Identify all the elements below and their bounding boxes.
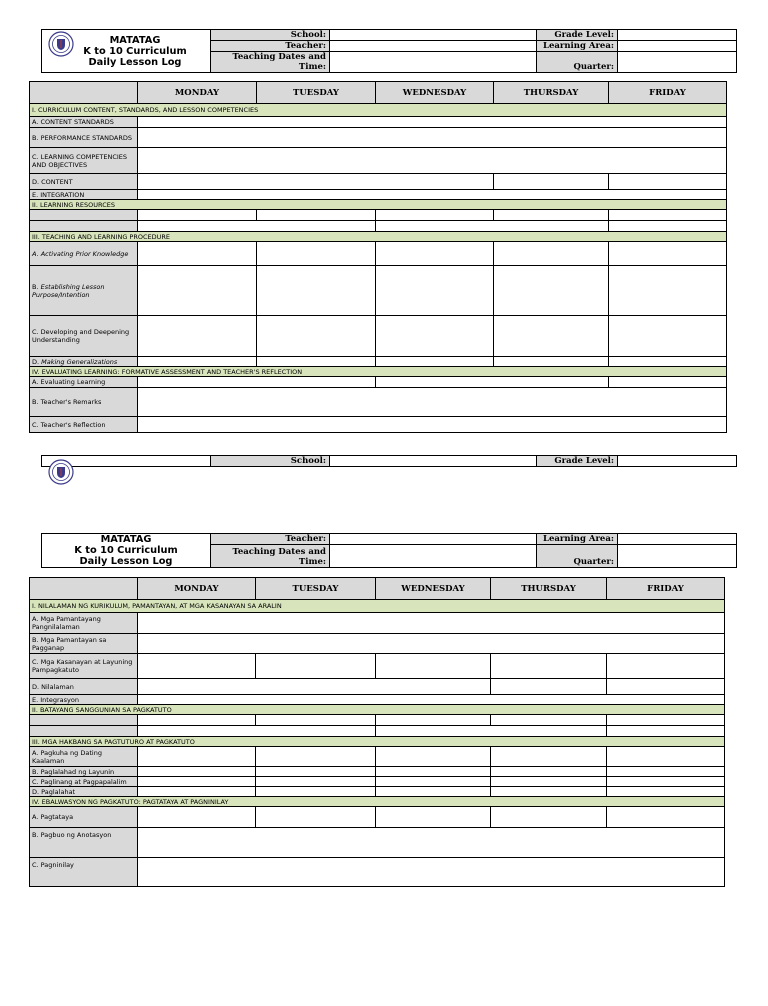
cell-f-a[interactable] — [138, 613, 725, 634]
cell-content-standards[interactable] — [138, 117, 727, 128]
row-label-kasanayan: C. Mga Kasanayan at Layuning Pampagkatuto — [30, 654, 138, 679]
row-label-activating-prior-knowledge: A. Activating Prior Knowledge — [30, 242, 138, 266]
cell-p3-thu[interactable] — [494, 316, 609, 357]
grade-field[interactable] — [618, 30, 737, 41]
cell-res-1-fri[interactable] — [609, 210, 727, 221]
section-teaching-procedure: III. TEACHING AND LEARNING PROCEDURE — [30, 232, 727, 242]
row-label-pagkuha-dating-kaalaman: A. Pagkuha ng Dating Kaalaman — [30, 747, 138, 767]
cell-res-1-wed[interactable] — [376, 210, 494, 221]
lesson-log-table-english — [29, 81, 727, 433]
cell-teachers-remarks[interactable] — [138, 388, 727, 417]
row-label-making-generalizations: D. Making Generalizations — [30, 357, 138, 367]
row-label-pamantayang-pangnilalaman: A. Mga Pamantayang Pangnilalaman — [30, 613, 138, 634]
cell-v1-c[interactable] — [609, 377, 727, 388]
row-label-content: D. CONTENT — [30, 174, 138, 190]
cell-f-p2-wed[interactable] — [376, 767, 491, 777]
cell-f-b[interactable] — [138, 634, 725, 654]
header-table-2-top — [41, 455, 737, 467]
cell-p3-tue[interactable] — [257, 316, 376, 357]
cell-f-v1-wed[interactable] — [376, 807, 491, 828]
cell-f-p1-tue[interactable] — [256, 747, 376, 767]
row-label-nilalaman: D. Nilalaman — [30, 679, 138, 695]
cell-p1-tue[interactable] — [257, 242, 376, 266]
row-label-integrasyon: E. Integrasyon — [30, 695, 138, 705]
row-label-pamantayan-pagganap: B. Mga Pamantayan sa Pagganap — [30, 634, 138, 654]
day-header-friday: FRIDAY — [609, 82, 727, 104]
row-label-content-standards: A. CONTENT STANDARDS — [30, 117, 138, 128]
cell-p2-wed[interactable] — [376, 266, 494, 316]
row-label-developing-understanding: C. Developing and Deepening Understanding — [30, 316, 138, 357]
cell-f-p2-mon[interactable] — [138, 767, 256, 777]
cell-f-r1-thu[interactable] — [491, 715, 607, 726]
quarter-label-2: Quarter: — [537, 545, 618, 568]
row-label-performance-standards: B. PERFORMANCE STANDARDS — [30, 128, 138, 148]
cell-res-1-mon[interactable] — [138, 210, 257, 221]
cell-f-v2[interactable] — [138, 828, 725, 858]
cell-teachers-reflection[interactable] — [138, 417, 727, 433]
cell-p4-wed[interactable] — [376, 357, 494, 367]
grade-field-2[interactable] — [618, 456, 737, 467]
school-field-2[interactable] — [330, 456, 537, 467]
row-label-pagbuo-anotasyon: B. Pagbuo ng Anotasyon — [30, 828, 138, 858]
row-label-resources-2 — [30, 221, 138, 232]
cell-f-c-wed[interactable] — [376, 654, 491, 679]
row-label-sanggunian-2 — [30, 726, 138, 737]
cell-f-p2-fri[interactable] — [607, 767, 725, 777]
cell-p4-fri[interactable] — [609, 357, 727, 367]
cell-f-c-tue[interactable] — [256, 654, 376, 679]
cell-f-v3[interactable] — [138, 858, 725, 887]
cell-f-r1-fri[interactable] — [607, 715, 725, 726]
cell-f-p1-wed[interactable] — [376, 747, 491, 767]
cell-f-p2-tue[interactable] — [256, 767, 376, 777]
row-label-establishing-purpose: B. Establishing Lesson Purpose/Intention — [30, 266, 138, 316]
cell-v1-a[interactable] — [138, 377, 376, 388]
cell-f-p3-wed[interactable] — [376, 777, 491, 787]
school-label: School: — [211, 30, 330, 41]
day-header-thursday: THURSDAY — [494, 82, 609, 104]
cell-f-p4-tue[interactable] — [256, 787, 376, 797]
header-title: MATATAG K to 10 Curriculum Daily Lesson Log — [42, 30, 211, 73]
cell-f-c-thu[interactable] — [491, 654, 607, 679]
cell-f-r1-wed[interactable] — [376, 715, 491, 726]
dates-field-2[interactable] — [330, 545, 537, 568]
corner-cell-2 — [30, 578, 138, 600]
cell-f-e[interactable] — [138, 695, 725, 705]
area-field[interactable] — [618, 41, 737, 52]
cell-f-v1-fri[interactable] — [607, 807, 725, 828]
cell-f-r2-b[interactable] — [376, 726, 607, 737]
dates-field[interactable] — [330, 52, 537, 73]
row-label-integration: E. INTEGRATION — [30, 190, 138, 200]
cell-learning-competencies[interactable] — [138, 148, 727, 174]
row-label-pagninilay: C. Pagninilay — [30, 858, 138, 887]
cell-f-d-c[interactable] — [607, 679, 725, 695]
cell-v1-b[interactable] — [376, 377, 609, 388]
cell-p1-fri[interactable] — [609, 242, 727, 266]
cell-f-p4-thu[interactable] — [491, 787, 607, 797]
section-nilalaman: I. NILALAMAN NG KURIKULUM, PAMANTAYAN, AT MGA KASANAYAN SA ARALIN — [30, 600, 725, 613]
school-label-2: School: — [211, 456, 330, 467]
day-header-wednesday: WEDNESDAY — [376, 82, 494, 104]
cell-content-b[interactable] — [494, 174, 609, 190]
row-label-learning-competencies: C. LEARNING COMPETENCIES AND OBJECTIVES — [30, 148, 138, 174]
cell-f-p4-fri[interactable] — [607, 787, 725, 797]
day-header-wednesday-2: WEDNESDAY — [376, 578, 491, 600]
cell-performance-standards[interactable] — [138, 128, 727, 148]
deped-seal-icon — [48, 459, 74, 485]
area-label-2: Learning Area: — [537, 534, 618, 545]
cell-res-1-tue[interactable] — [257, 210, 376, 221]
dates-label-2: Teaching Dates and Time: — [211, 545, 330, 568]
area-label: Learning Area: — [537, 41, 618, 52]
teacher-field-2[interactable] — [330, 534, 537, 545]
cell-p2-mon[interactable] — [138, 266, 257, 316]
header-title-2: MATATAG K to 10 Curriculum Daily Lesson Log — [42, 534, 211, 568]
cell-f-p1-mon[interactable] — [138, 747, 256, 767]
cell-f-v1-thu[interactable] — [491, 807, 607, 828]
cell-f-c-mon[interactable] — [138, 654, 256, 679]
cell-f-p3-fri[interactable] — [607, 777, 725, 787]
cell-f-p3-mon[interactable] — [138, 777, 256, 787]
cell-p1-wed[interactable] — [376, 242, 494, 266]
cell-p1-mon[interactable] — [138, 242, 257, 266]
row-label-paglinang-pagpapalalim: C. Paglinang at Pagpapalalim — [30, 777, 138, 787]
cell-p2-fri[interactable] — [609, 266, 727, 316]
dates-label: Teaching Dates and Time: — [211, 52, 330, 73]
cell-res-1-thu[interactable] — [494, 210, 609, 221]
corner-cell — [30, 82, 138, 104]
cell-p4-mon[interactable] — [138, 357, 257, 367]
cell-res-2-c[interactable] — [609, 221, 727, 232]
area-field-2[interactable] — [618, 534, 737, 545]
cell-f-c-fri[interactable] — [607, 654, 725, 679]
day-header-monday: MONDAY — [138, 82, 257, 104]
lesson-log-table-filipino — [29, 577, 725, 887]
teacher-label: Teacher: — [211, 41, 330, 52]
teacher-label-2: Teacher: — [211, 534, 330, 545]
row-label-paglalahad-layunin: B. Paglalahad ng Layunin — [30, 767, 138, 777]
header-table-1 — [41, 29, 737, 73]
day-header-tuesday: TUESDAY — [257, 82, 376, 104]
cell-f-p3-thu[interactable] — [491, 777, 607, 787]
quarter-field[interactable] — [618, 52, 737, 73]
day-header-tuesday-2: TUESDAY — [256, 578, 376, 600]
row-label-resources-1 — [30, 210, 138, 221]
row-label-sanggunian-1 — [30, 715, 138, 726]
school-field[interactable] — [330, 30, 537, 41]
cell-res-2-b[interactable] — [376, 221, 609, 232]
cell-f-p2-thu[interactable] — [491, 767, 607, 777]
section-curriculum: I. CURRICULUM CONTENT, STANDARDS, AND LESSON COMPETENCIES — [30, 104, 727, 117]
cell-f-d-b[interactable] — [491, 679, 607, 695]
cell-f-r2-c[interactable] — [607, 726, 725, 737]
day-header-monday-2: MONDAY — [138, 578, 256, 600]
cell-content-a[interactable] — [138, 174, 494, 190]
cell-content-c[interactable] — [609, 174, 727, 190]
quarter-field-2[interactable] — [618, 545, 737, 568]
cell-p1-thu[interactable] — [494, 242, 609, 266]
cell-integration[interactable] — [138, 190, 727, 200]
teacher-field[interactable] — [330, 41, 537, 52]
quarter-label: Quarter: — [537, 52, 618, 73]
grade-label: Grade Level: — [537, 30, 618, 41]
cell-f-p4-wed[interactable] — [376, 787, 491, 797]
day-header-friday-2: FRIDAY — [607, 578, 725, 600]
row-label-pagtataya: A. Pagtataya — [30, 807, 138, 828]
section-mga-hakbang: III. MGA HAKBANG SA PAGTUTURO AT PAGKATUTO — [30, 737, 725, 747]
cell-f-p1-thu[interactable] — [491, 747, 607, 767]
cell-f-p1-fri[interactable] — [607, 747, 725, 767]
cell-f-v1-mon[interactable] — [138, 807, 256, 828]
section-batayang-sanggunian: II. BATAYANG SANGGUNIAN SA PAGKATUTO — [30, 705, 725, 715]
cell-p2-thu[interactable] — [494, 266, 609, 316]
row-label-teachers-reflection: C. Teacher's Reflection — [30, 417, 138, 433]
cell-f-p3-tue[interactable] — [256, 777, 376, 787]
row-label-paglalahat: D. Paglalahat — [30, 787, 138, 797]
cell-p4-tue[interactable] — [257, 357, 376, 367]
cell-p3-mon[interactable] — [138, 316, 257, 357]
section-learning-resources: II. LEARNING RESOURCES — [30, 200, 727, 210]
day-header-thursday-2: THURSDAY — [491, 578, 607, 600]
cell-p2-tue[interactable] — [257, 266, 376, 316]
cell-f-v1-tue[interactable] — [256, 807, 376, 828]
cell-p4-thu[interactable] — [494, 357, 609, 367]
cell-p3-fri[interactable] — [609, 316, 727, 357]
cell-f-r1-mon[interactable] — [138, 715, 256, 726]
row-label-evaluating-learning: A. Evaluating Learning — [30, 377, 138, 388]
cell-f-r1-tue[interactable] — [256, 715, 376, 726]
cell-f-p4-mon[interactable] — [138, 787, 256, 797]
header-table-2-bottom — [41, 533, 737, 568]
cell-f-d-a[interactable] — [138, 679, 491, 695]
section-evaluating-learning: IV. EVALUATING LEARNING: FORMATIVE ASSESSMENT AND TEACHER'S REFLECTION — [30, 367, 727, 377]
cell-res-2-a[interactable] — [138, 221, 376, 232]
cell-f-r2-a[interactable] — [138, 726, 376, 737]
grade-label-2: Grade Level: — [537, 456, 618, 467]
row-label-teachers-remarks: B. Teacher's Remarks — [30, 388, 138, 417]
section-ebalwasyon: IV. EBALWASYON NG PAGKATUTO: PAGTATAYA AT PAGNINILAY — [30, 797, 725, 807]
cell-p3-wed[interactable] — [376, 316, 494, 357]
